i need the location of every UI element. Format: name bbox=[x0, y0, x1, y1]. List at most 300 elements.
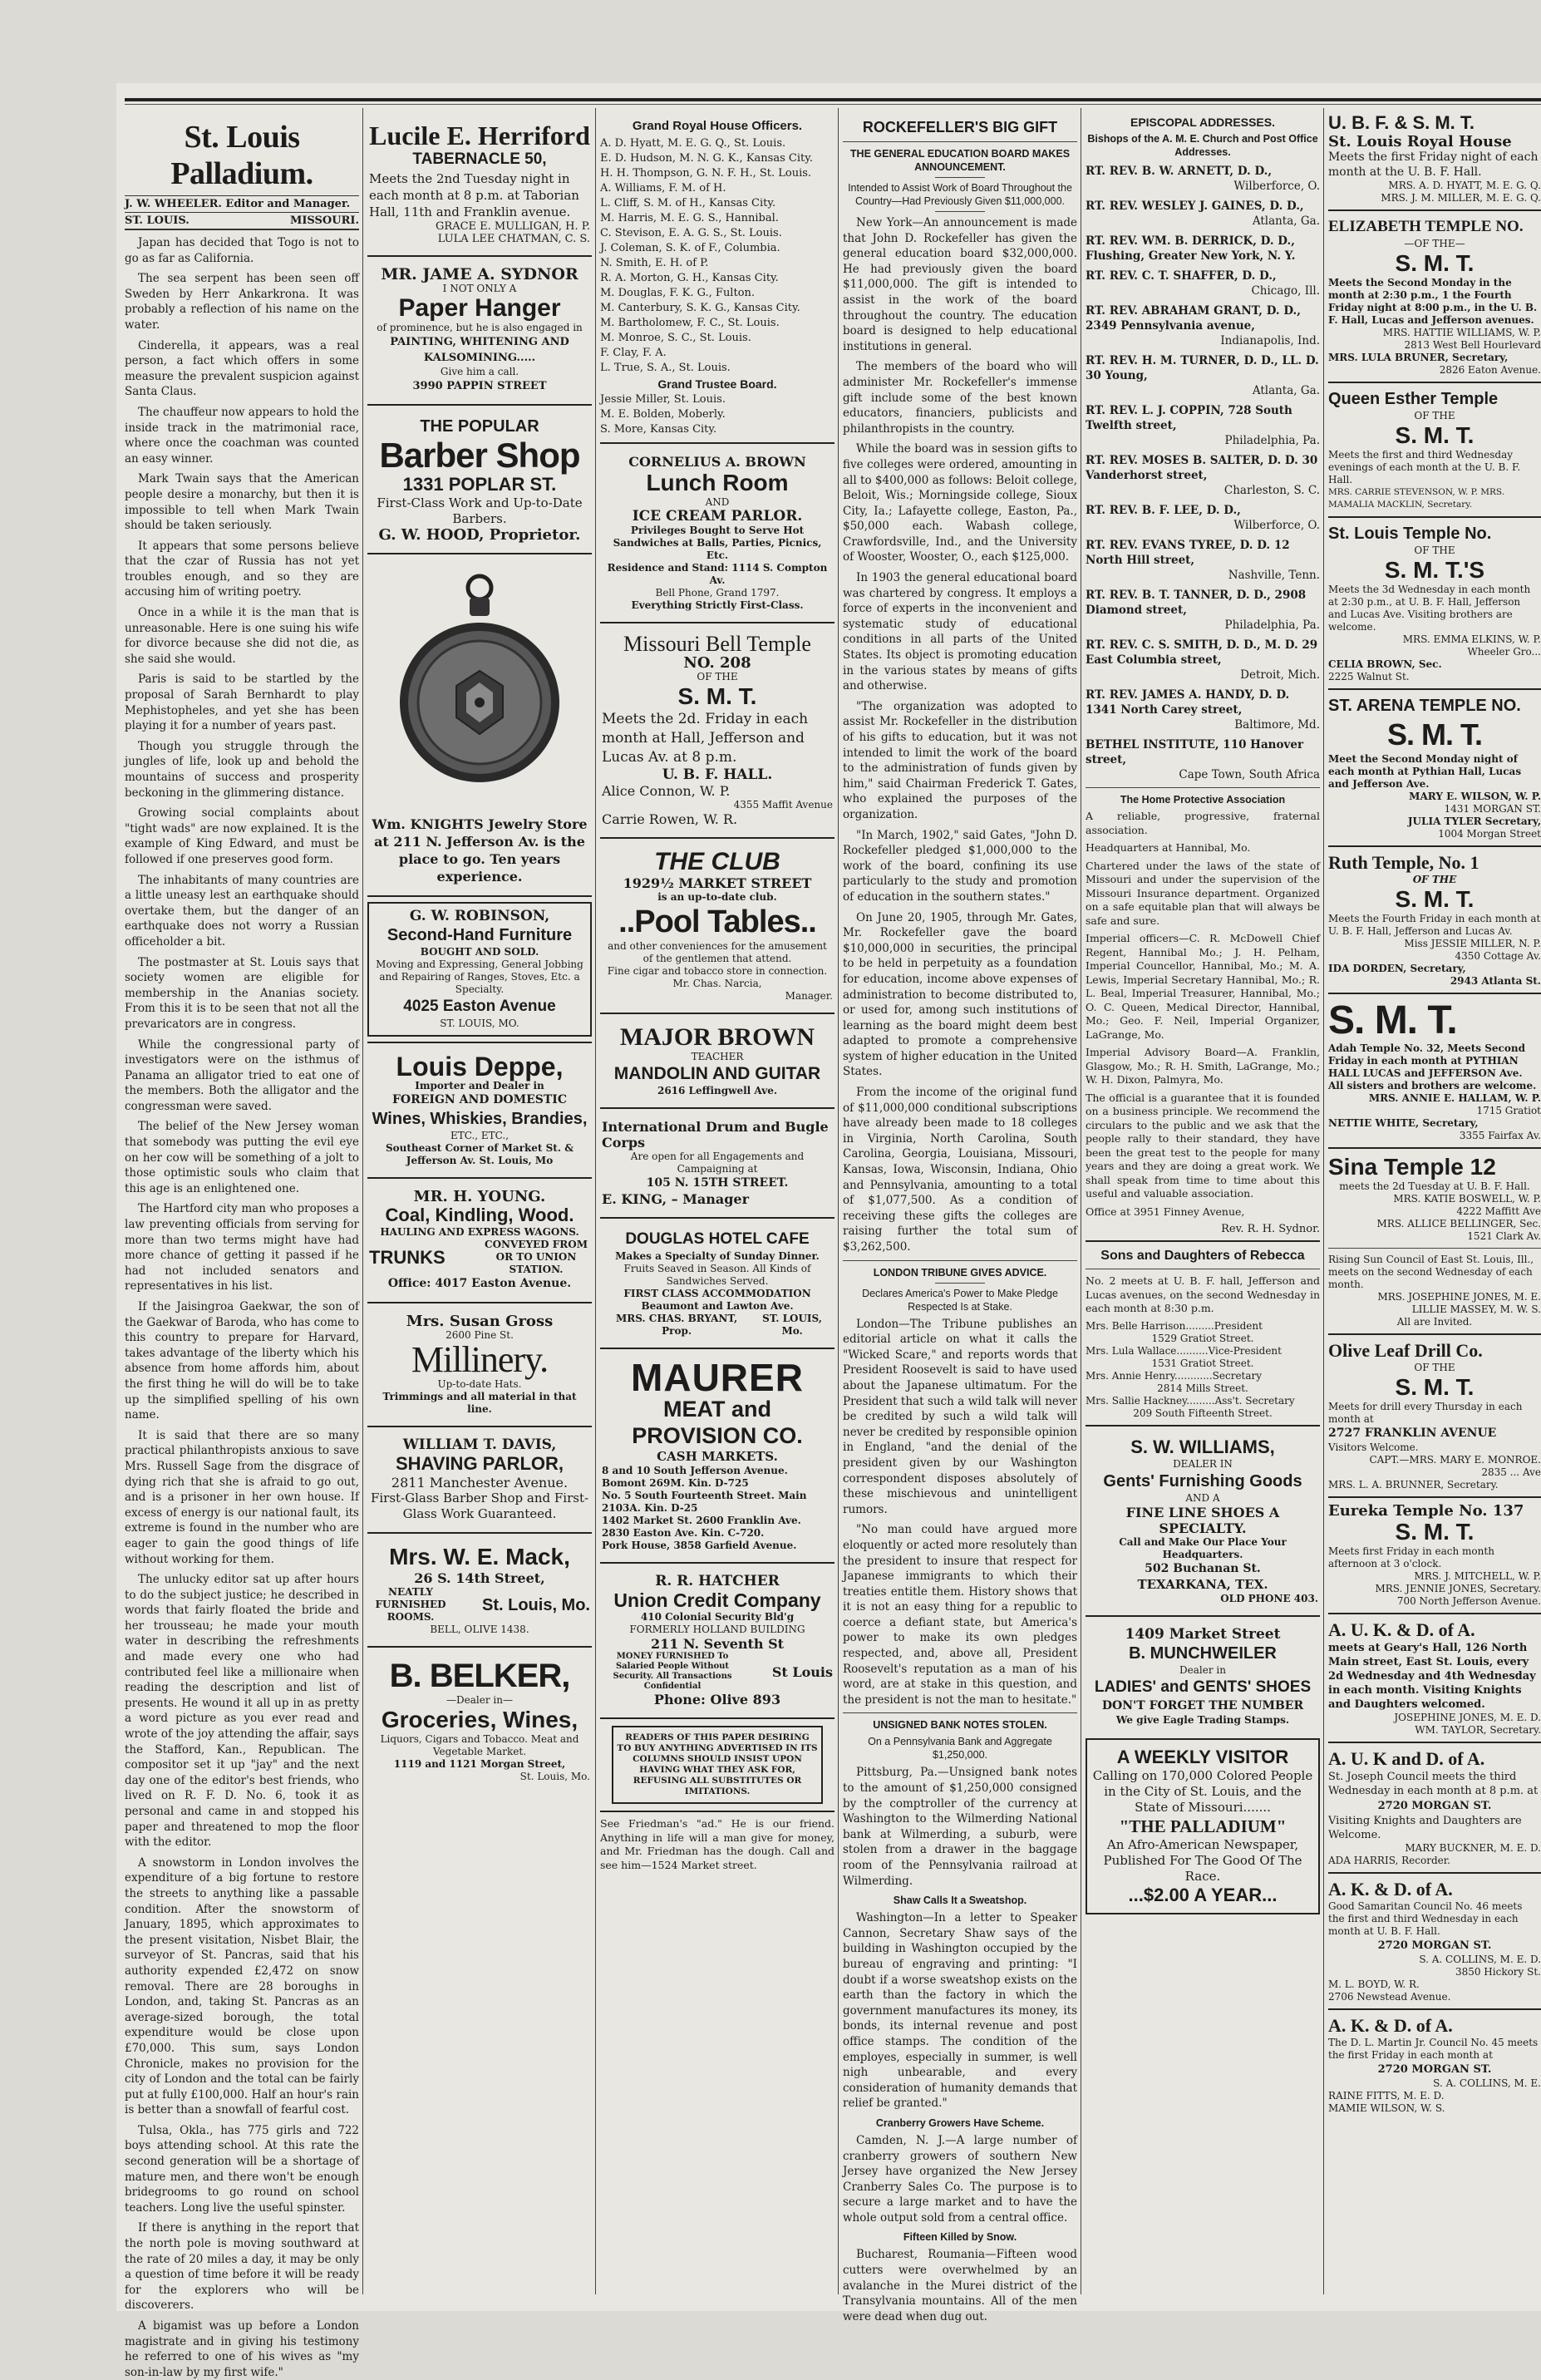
divider bbox=[600, 1107, 835, 1109]
column-rule bbox=[595, 108, 596, 2294]
ad-douglas-prop: MRS. CHAS. BRYANT, Prop. bbox=[615, 1313, 738, 1337]
masthead-title: St. Louis Palladium. bbox=[170, 120, 313, 191]
akd3-officer: M. L. BOYD, W. R. bbox=[1328, 1978, 1420, 1990]
ad-brown-trade2: ICE CREAM PARLOR. bbox=[632, 508, 803, 525]
ad-club-name: THE CLUB bbox=[654, 848, 780, 875]
ad-major-brown bbox=[600, 1019, 835, 1102]
ad-major-trade: MANDOLIN AND GUITAR bbox=[613, 1064, 821, 1083]
editorial-paragraph: Growing social complaints about "tight wads" are now explained. It is the example of King Edward, and must be followed if one preserves good form. bbox=[125, 806, 359, 866]
sina-heading: Sina Temple 12 bbox=[1328, 1154, 1496, 1180]
eureka-officer: MRS. J. MITCHELL, W. P. bbox=[1414, 1570, 1541, 1582]
divider bbox=[600, 1217, 835, 1219]
divider bbox=[367, 1646, 592, 1648]
officer-list-item: M. Harris, M. E. G. S., Hannibal. bbox=[600, 212, 779, 224]
snow-article: Bucharest, Roumania—Fifteen wood cutters were overwhelmed by an avalanche in the Murei district of the Transylvania mountains. All of the men were dead when dug out. bbox=[843, 2248, 1077, 2323]
tribune-headline: LONDON TRIBUNE GIVES ADVICE. bbox=[873, 1266, 1047, 1279]
adah-officer: NETTIE WHITE, Secretary, bbox=[1328, 1117, 1479, 1129]
ad-sydnor-text: of prominence, but he is also engaged in bbox=[377, 322, 583, 333]
snow-headline: Fifteen Killed by Snow. bbox=[903, 2231, 1017, 2244]
arena-officer: MARY E. WILSON, W. P. bbox=[1409, 791, 1541, 802]
ad-davis-text: First-Glass Barber Shop and First-Glass Work Guaranteed. bbox=[370, 1491, 589, 1521]
ad-gross-name: Mrs. Susan Gross bbox=[406, 1313, 554, 1330]
maurer-address-line: 8 and 10 South Jefferson Avenue. Bomont 269M. Kin. D-725 bbox=[602, 1465, 788, 1489]
adah-text: Adah Temple No. 32, Meets Second Friday in each month at PYTHIAN HALL LUCAS and JEFFERSON Ave. All sisters and brothers are welcome. bbox=[1328, 1042, 1537, 1091]
divider bbox=[600, 1717, 835, 1719]
rockefeller-subhead: THE GENERAL EDUCATION BOARD MAKES ANNOUNCEMENT. bbox=[849, 148, 1071, 173]
hpa-paragraph: Imperial Advisory Board—A. Franklin, Glasgow, Mo.; R. H. Smith, LaGrange, Mo.; W. H. Dixon, Palmyra, Mo. bbox=[1086, 1046, 1320, 1086]
article-paragraph: While the board was in session gifts to five colleges were ordered, amounting in all to $400,000 as follows: Beloit college, Beloit, Wis.; Morningside college, Sioux City, Ia.; Lafayette college, Easton, Pa., $50,000 each. Wabash college, Crawfordsville, Ind., and the University of Wooster, Wooster, O., each $125,000. bbox=[843, 442, 1077, 564]
column-church bbox=[1086, 112, 1320, 2303]
article-paragraph: From the income of the original fund of $11,000,000 conditional subscriptions have already been made to 18 colleges in Virginia, North Carolina, South Carolina, Georgia, Louisiana, Missouri, Kansas, Iowa, Wisconsin, Indiana, Ohio and Pennsylvania, amounting to a total of $1,077,500. As a condition of receiving these gifts the colleges are raising further the total sum of $3,262,500. bbox=[843, 1086, 1077, 1254]
ad-barber-shop bbox=[367, 411, 592, 548]
editorial-paragraph: If the Jaisingroa Gaekwar, the son of the Gaekwar of Baroda, who has come to this country to prepare for Harvard, takes advantage of the liberty which his absence from home affords him, about the first thing he will do will be to take up the simplified spelling of his own name. bbox=[125, 1300, 359, 1422]
ad-maurer-addresses bbox=[602, 1465, 833, 1552]
rising-sun-officer: MRS. JOSEPHINE JONES, M. E. bbox=[1377, 1291, 1541, 1303]
hpa-paragraph: Headquarters at Hannibal, Mo. bbox=[1086, 841, 1251, 854]
ad-brown-text2: Everything Strictly First-Class. bbox=[631, 599, 804, 611]
ad-drum-manager: E. KING, – Manager bbox=[602, 1191, 750, 1207]
ad-barber-text: First-Class Work and Up-to-Date Barbers. bbox=[377, 495, 583, 526]
stl-temple-smt: S. M. T.'S bbox=[1384, 557, 1485, 583]
divider bbox=[367, 1177, 592, 1179]
esther-text: Meets the first and third Wednesday evenings of each month at the U. B. F. Hall. bbox=[1328, 449, 1521, 485]
ad-gross-trade: Millinery. bbox=[411, 1339, 549, 1380]
divider bbox=[1086, 1425, 1320, 1427]
ad-williams-phone: OLD PHONE 403. bbox=[1220, 1592, 1318, 1604]
ad-mack-row bbox=[369, 1586, 590, 1624]
ad-belker-trade: Groceries, Wines, bbox=[381, 1707, 578, 1732]
officer-list-item: H. H. Thompson, G. N. F. H., St. Louis. bbox=[600, 167, 812, 180]
readers-notice-text: READERS OF THIS PAPER DESIRING TO BUY ANYTHING ADVERTISED IN ITS COLUMNS SHOULD INSIST UPON HAVING WHAT THEY ASK FOR, REFUSING ALL SUBSTITUTES OR IMITATIONS. bbox=[617, 1732, 818, 1796]
divider bbox=[600, 622, 835, 623]
elizabeth-officer-address: 2826 Eaton Avenue. bbox=[1439, 364, 1541, 376]
editorial-paragraph: The belief of the New Jersey woman that somebody was putting the evil eye on her cow will be something of a jolt to those optimistic souls who claim that this age is an enlightened one. bbox=[125, 1120, 359, 1195]
bishop-name: RT. REV. WESLEY J. GAINES, D. D., bbox=[1086, 200, 1304, 213]
column-lodges bbox=[1328, 112, 1541, 2303]
officer-list-item: N. Smith, E. H. of P. bbox=[600, 257, 709, 269]
article-paragraph: In 1903 the general educational board was chartered by congress. It employs a force of experts in the inconvenient and systematic study of educational conditions in all parts of the United States. Its object is promoting education in the various states by means of gifts and otherwise. bbox=[843, 571, 1077, 693]
ruth-of: OF THE bbox=[1412, 874, 1457, 885]
ad-hatcher-sub: FORMERLY HOLLAND BUILDING bbox=[629, 1624, 805, 1635]
rebecca-heading: Sons and Daughters of Rebecca bbox=[1100, 1249, 1305, 1263]
trustee-list-item: Jessie Miller, St. Louis. bbox=[600, 393, 726, 406]
ad-drum-heading: International Drum and Bugle Corps bbox=[602, 1119, 829, 1151]
divider bbox=[1086, 787, 1320, 788]
bishop-name: RT. REV. C. S. SMITH, D. D., M. D. 29 East Columbia street, bbox=[1086, 638, 1318, 667]
editorial-paragraph: Once in a while it is the man that is unreasonable. Here is one suing his wife for divorce because she did not die, as she said she would. bbox=[125, 606, 359, 666]
akd1-heading: A. U. K. & D. of A. bbox=[1328, 1619, 1475, 1640]
ad-robinson-sub: BOUGHT AND SOLD. bbox=[420, 946, 539, 958]
eureka-officer: MRS. JENNIE JONES, Secretary. bbox=[1375, 1583, 1541, 1594]
ad-club-text2: Fine cigar and tobacco store in connection. Mr. Chas. Narcia, bbox=[607, 965, 828, 989]
ad-davis-address: 2811 Manchester Avenue. bbox=[391, 1475, 569, 1491]
ad-sydnor-sub: I NOT ONLY A bbox=[442, 283, 517, 294]
hpa-signature: Rev. R. H. Sydnor. bbox=[1221, 1223, 1320, 1235]
ad-sydnor-text2: PAINTING, WHITENING AND KALSOMINING..... bbox=[390, 336, 569, 364]
ad-deppe-address: Southeast Corner of Market St. & Jefferson Av. St. Louis, Mo bbox=[385, 1142, 574, 1166]
ad-bell-of: OF THE bbox=[697, 671, 738, 682]
ubf-officer: MRS. A. D. HYATT, M. E. G. Q. bbox=[1388, 180, 1541, 191]
olive-leaf-smt: S. M. T. bbox=[1395, 1374, 1475, 1400]
editorial-paragraph: A bigamist was up before a London magistrate and in giving his testimony he referred to one of his wives as "my son-in-law by my first wife." bbox=[125, 2319, 359, 2379]
bishop-name: RT. REV. L. J. COPPIN, 728 South Twelfth street, bbox=[1086, 404, 1292, 432]
ubf-officer: MRS. J. M. MILLER, M. E. G. Q. bbox=[1381, 192, 1541, 204]
akd1-officer: WM. TAYLOR, Secretary. bbox=[1415, 1724, 1541, 1736]
ad-belker-city: St. Louis, Mo. bbox=[519, 1771, 590, 1782]
ad-barber-proprietor: G. W. HOOD, Proprietor. bbox=[378, 526, 581, 544]
elizabeth-officer-address: 2813 West Bell Hourlevard bbox=[1404, 339, 1541, 351]
ad-robinson-city: ST. LOUIS, MO. bbox=[440, 1018, 519, 1029]
divider bbox=[600, 1348, 835, 1349]
ad-mack-text: NEATLY FURNISHED ROOMS. bbox=[375, 1586, 446, 1623]
bishop-name: RT. REV. B. T. TANNER, D. D., 2908 Diamond street, bbox=[1086, 589, 1307, 617]
ad-mack-phone: BELL, OLIVE 1438. bbox=[430, 1624, 529, 1635]
episcopal-heading: EPISCOPAL ADDRESSES. bbox=[1130, 116, 1275, 129]
officer-list-item: L. True, S. A., St. Louis. bbox=[600, 362, 731, 374]
akd2-address: 2720 MORGAN ST. bbox=[1377, 1800, 1492, 1812]
bethel-address: Cape Town, South Africa bbox=[1179, 768, 1320, 781]
ad-herriford bbox=[367, 117, 592, 250]
royal-house-heading: Grand Royal House Officers. bbox=[632, 119, 803, 133]
akd2-officer: ADA HARRIS, Recorder. bbox=[1328, 1855, 1450, 1866]
readers-notice bbox=[612, 1726, 823, 1804]
ad-bell-smt: S. M. T. bbox=[677, 683, 757, 709]
arena-heading: ST. ARENA TEMPLE NO. bbox=[1328, 697, 1521, 715]
ad-davis-trade: SHAVING PARLOR, bbox=[395, 1453, 564, 1474]
tribune-deck: Declares America's Power to Make Pledge Respected Is at Stake. bbox=[862, 1287, 1058, 1313]
ad-robinson-name: G. W. ROBINSON, bbox=[409, 908, 550, 924]
adah-officer-address: 3355 Fairfax Av. bbox=[1459, 1130, 1541, 1141]
sina-officer: MRS. KATIE BOSWELL, W. P. bbox=[1393, 1193, 1541, 1205]
officer-list-item: M. Douglas, F. K. G., Fulton. bbox=[600, 287, 756, 299]
ad-deppe-line3: ETC., ETC., bbox=[450, 1130, 510, 1141]
ad-maurer-trade: MEAT and PROVISION CO. bbox=[632, 1397, 803, 1448]
bishop-name: RT. REV. H. M. TURNER, D. D., LL. D. 30 Young, bbox=[1086, 354, 1319, 382]
ad-drum-address: 105 N. 15TH STREET. bbox=[646, 1176, 789, 1190]
ad-deppe-line1: FOREIGN AND DOMESTIC bbox=[391, 1093, 567, 1106]
eureka-text: Meets first Friday in each month afternoon at 3 o'clock. bbox=[1328, 1545, 1494, 1569]
ad-munch-address: 1409 Market Street bbox=[1125, 1625, 1281, 1643]
divider bbox=[1328, 1248, 1541, 1249]
ad-belker-text: Liquors, Cigars and Tobacco. Meat and Vegetable Market. bbox=[380, 1733, 579, 1757]
bishop-address: Atlanta, Ga. bbox=[1252, 214, 1320, 228]
officer-list-item: A. Williams, F. M. of H. bbox=[600, 182, 726, 195]
trustee-heading: Grand Trustee Board. bbox=[657, 377, 777, 391]
ad-hatcher-phone: Phone: Olive 893 bbox=[653, 1692, 781, 1707]
divider bbox=[1328, 209, 1541, 211]
bishop-address: Atlanta, Ga. bbox=[1252, 384, 1320, 397]
sina-officer-address: 4222 Maffitt Ave bbox=[1456, 1205, 1541, 1217]
rebecca-officer-line: 1531 Gratiot Street. bbox=[1151, 1357, 1254, 1369]
column-ads-left bbox=[367, 112, 592, 2303]
officer-list-item: M. Monroe, S. C., St. Louis. bbox=[600, 332, 751, 344]
stl-temple-officer-address: 2225 Walnut St. bbox=[1328, 671, 1410, 682]
ruth-officer-address: 4350 Cottage Av. bbox=[1455, 950, 1541, 962]
ad-douglas-city: ST. LOUIS, Mo. bbox=[762, 1313, 822, 1337]
hpa-article bbox=[1086, 810, 1320, 1219]
akd1-officer: JOSEPHINE JONES, M. E. D. bbox=[1394, 1712, 1541, 1723]
ad-hatcher-trade: Union Credit Company bbox=[613, 1589, 821, 1611]
ad-munch-name: B. MUNCHWEILER bbox=[1129, 1643, 1277, 1663]
column-ads-middle bbox=[600, 112, 835, 2303]
ad-douglas-text: Fruits Seaved in Season. All Kinds of Sandwiches Served. bbox=[623, 1263, 811, 1287]
editorial-paragraph: The inhabitants of many countries are a little uneasy lest an earthquake should overtake them, but the danger of an earthquake does not worry a Russian officeholder a bit. bbox=[125, 873, 359, 949]
divider bbox=[367, 255, 592, 257]
article-paragraph: The members of the board who will administer Mr. Rockefeller's immense gift include some of the best known educators, financiers, publicists and philanthropists in the country. bbox=[843, 360, 1077, 436]
ad-herriford-officer: LULA LEE CHATMAN, C. S. bbox=[437, 233, 590, 245]
akd2-officer: MARY BUCKNER, M. E. D. bbox=[1405, 1842, 1541, 1854]
bishop-name: RT. REV. ABRAHAM GRANT, D. D., 2349 Pennsylvania avenue, bbox=[1086, 304, 1301, 333]
article-paragraph: "In March, 1902," said Gates, "John D. Rockefeller pledged $1,000,000 to the work of the board, confining its use particularly to the study and promotion of education in the southern states." bbox=[843, 828, 1077, 904]
ad-maurer-sub: CASH MARKETS. bbox=[657, 1449, 778, 1464]
esther-officers: MRS. CARRIE STEVENSON, W. P. MRS. MAMALIA MACKLIN, Secretary. bbox=[1328, 487, 1505, 510]
bishop-entry bbox=[1086, 538, 1320, 583]
ad-robinson-trade: Second-Hand Furniture bbox=[386, 926, 573, 944]
ad-gross-text: Up-to-date Hats. bbox=[437, 1378, 522, 1390]
rockefeller-headline: ROCKEFELLER'S BIG GIFT bbox=[862, 119, 1058, 136]
divider bbox=[1328, 1872, 1541, 1874]
ad-douglas-address: Beaumont and Lawton Ave. bbox=[641, 1300, 794, 1312]
rebecca-officer-line: Mrs. Annie Henry............Secretary bbox=[1086, 1369, 1263, 1382]
bishop-name: RT. REV. C. T. SHAFFER, D. D., bbox=[1086, 269, 1277, 283]
adah-smt: S. M. T. bbox=[1328, 998, 1457, 1042]
ad-the-club bbox=[600, 844, 835, 1008]
divider bbox=[600, 1013, 835, 1014]
arena-officer: JULIA TYLER Secretary, bbox=[1407, 816, 1541, 827]
ad-mack-name: Mrs. W. E. Mack, bbox=[389, 1544, 570, 1569]
editorial-paragraph: It appears that some persons believe that the czar of Russia has not yet troubles enough, and so they are accusing him of writing poetry. bbox=[125, 539, 359, 599]
rebecca-officer-line: 1529 Gratiot Street. bbox=[1151, 1332, 1254, 1344]
officer-list-item: A. D. Hyatt, M. E. G. Q., St. Louis. bbox=[600, 137, 786, 150]
bishop-name: RT. REV. EVANS TYREE, D. D. 12 North Hill street, bbox=[1086, 539, 1290, 567]
ad-herriford-name: Lucile E. Herriford bbox=[369, 121, 590, 150]
eureka-officer-address: 700 North Jefferson Avenue. bbox=[1396, 1595, 1541, 1607]
bishop-list bbox=[1086, 164, 1320, 732]
hpa-paragraph: Chartered under the laws of the state of Missouri and under the supervision of the Missouri Insurance department. Organized on a safe equitable plan that will always be safe and sure. bbox=[1086, 859, 1320, 927]
maurer-address-line: 2830 Easton Ave. Kin. C-720. bbox=[602, 1527, 765, 1539]
olive-leaf-heading: Olive Leaf Drill Co. bbox=[1328, 1340, 1483, 1361]
stl-temple-officer: MRS. EMMA ELKINS, W. P. bbox=[1402, 633, 1541, 645]
ad-robinson bbox=[367, 902, 592, 1037]
ad-williams-address: 502 Buchanan St. bbox=[1145, 1561, 1261, 1575]
ad-knights-jewelry bbox=[367, 559, 592, 890]
ad-bell-officer-address: 4355 Maffit Avenue bbox=[733, 799, 833, 811]
bishop-address: Philadelphia, Pa. bbox=[1224, 618, 1320, 632]
editorial-paragraphs bbox=[125, 235, 359, 2380]
ad-brown-phone: Bell Phone, Grand 1797. bbox=[655, 587, 780, 599]
ad-young-trunks-row bbox=[369, 1239, 590, 1276]
ad-barber-name: Barber Shop bbox=[379, 436, 580, 475]
top-rule bbox=[125, 98, 1541, 101]
editorial-paragraph: While the congressional party of investigators were on the isthmus of Panama an alligator tried to eat one of the members. Both the alligator and the congressman were saved. bbox=[125, 1037, 359, 1113]
olive-leaf-of: OF THE bbox=[1414, 1362, 1455, 1373]
rising-sun-text: Rising Sun Council of East St. Louis, Ill., meets on the second Wednesday of each month. bbox=[1328, 1254, 1534, 1290]
divider bbox=[1328, 1742, 1541, 1743]
article-paragraph: London—The Tribune publishes an editorial article on what it calls the "Wicked Scare," and reports words that President Roosevelt is said to have used about the Japanese ultimatum. For the President that such a wild talk will never be credited by such a wild talk will never be credited by responsible opinion in England, "and the denial of the president given by our Washington correspondent disposes absolutely of these mischievous and unintelligent rumors. bbox=[843, 1317, 1077, 1516]
sina-text: meets the 2d Tuesday at U. B. F. Hall. bbox=[1339, 1180, 1530, 1192]
trustee-list-item: M. E. Bolden, Moberly. bbox=[600, 408, 726, 421]
ad-hatcher-name: R. R. HATCHER bbox=[655, 1573, 780, 1589]
ad-maurer-name: MAURER bbox=[631, 1356, 804, 1399]
ad-williams bbox=[1086, 1431, 1320, 1610]
notes-headline: UNSIGNED BANK NOTES STOLEN. bbox=[873, 1719, 1047, 1732]
ad-hatcher-text: MONEY FURNISHED To Salaried People Without Security. All Transactions Confidential bbox=[613, 1652, 732, 1691]
bishop-entry bbox=[1086, 638, 1320, 682]
article-paragraph: "No man could have argued more eloquently or acted more resolutely than the president to insure that respect for Japanese immigrants to which their treaties entitle them. History shows that it is not an easy thing for a republic to coerce a defiant state, but America's power to make its own pledges respected, and, above all, President Roosevelt's reputation as a man of his word, are at stake in this question, and the president is not the man to hesitate." bbox=[843, 1523, 1077, 1707]
ad-cornelius-brown bbox=[600, 449, 835, 617]
ad-bell-officer: Alice Connon, W. P. bbox=[602, 783, 731, 799]
elizabeth-officer: MRS. LULA BRUNER, Secretary, bbox=[1328, 352, 1509, 363]
ad-missouri-bell-temple bbox=[600, 628, 835, 832]
akd3-officer: S. A. COLLINS, M. E. D. bbox=[1419, 1954, 1541, 1965]
akd2-text: St. Joseph Council meets the third Wednesday in each month at 8 p.m. at bbox=[1328, 1771, 1539, 1797]
editorial-paragraph: The Hartford city man who proposes a law preventing officials from serving for more than two terms might have had more chance of getting it passed if he had not included senators and representatives in his list. bbox=[125, 1202, 359, 1293]
ad-young-sub: HAULING AND EXPRESS WAGONS. bbox=[380, 1226, 579, 1238]
akd2-heading: A. U. K and D. of A. bbox=[1328, 1748, 1485, 1769]
editorial-paragraph: A snowstorm in London involves the expenditure of a big fortune to restore the streets to anything like a passable condition. After the snowstorm of January, 1895, which approximates to the present visitation, Nisbet Blair, the surveyor of St. Pancras, said that his authority expended £2,472 on snow removal. There are 28 boroughs in London, and, taking St. Pancras as an average-sized borough, the total expenditure would be close upon £70,000. This sum, says London Chronicle, makes no provision for the city of London and the total can be fairly put at fully £100,000. Half an hour's rain is better than a snowfall of fearful cost. bbox=[125, 1855, 359, 2117]
ad-belker-address: 1119 and 1121 Morgan Street, bbox=[393, 1758, 566, 1770]
divider bbox=[1328, 1613, 1541, 1614]
divider bbox=[1328, 845, 1541, 847]
trustee-list-item: S. More, Kansas City. bbox=[600, 423, 717, 436]
ad-douglas-sub: Makes a Specialty of Sunday Dinner. bbox=[615, 1250, 820, 1262]
bishop-address: Wilberforce, O. bbox=[1233, 519, 1320, 532]
divider bbox=[843, 1260, 1077, 1261]
ad-herriford-officer: GRACE E. MULLIGAN, H. P. bbox=[436, 220, 590, 233]
stl-temple-of: OF THE bbox=[1414, 544, 1455, 556]
stl-temple-officer-address: Wheeler Gro... bbox=[1467, 646, 1541, 658]
ad-major-address: 2616 Leffingwell Ave. bbox=[657, 1085, 778, 1096]
ad-club-sub: is an up-to-date club. bbox=[657, 891, 777, 903]
eureka-smt: S. M. T. bbox=[1395, 1519, 1475, 1545]
shaw-headline: Shaw Calls It a Sweatshop. bbox=[893, 1895, 1027, 1907]
esther-of: OF THE bbox=[1414, 410, 1455, 421]
akd4-address: 2720 MORGAN ST. bbox=[1377, 2063, 1492, 2076]
article-paragraph: On June 20, 1905, through Mr. Gates, Mr. Rockefeller gave the board $10,000,000 in securities, the principal to be held in perpetuity as a foundation for education, income above expenses of administration to become distributed to, or used for, among such institutions of learning as the board might deem best adapted to promote a comprehensive system of higher education in the United States. bbox=[843, 910, 1077, 1079]
eureka-heading: Eureka Temple No. 137 bbox=[1328, 1502, 1524, 1520]
column-rule bbox=[838, 108, 839, 2294]
bishop-address: Detroit, Mich. bbox=[1240, 668, 1320, 682]
ad-union-credit bbox=[600, 1569, 835, 1712]
bishop-address: Philadelphia, Pa. bbox=[1224, 434, 1320, 447]
ad-drum-corps bbox=[600, 1114, 835, 1212]
ad-club-text: and other conveniences for the amusement of the gentlemen that attend. bbox=[608, 940, 827, 964]
bishop-entry bbox=[1086, 269, 1320, 298]
ad-sydnor bbox=[367, 262, 592, 399]
tribune-article bbox=[843, 1317, 1077, 1708]
friedman-note: See Friedman's "ad." He is our friend. Anything in life will a man give for money, and Mr. Friedman has the dough. Call and see him—1524 Market street. bbox=[600, 1817, 835, 1871]
rebecca-officer-line: Mrs. Lula Wallace..........Vice-President bbox=[1086, 1344, 1282, 1357]
divider bbox=[1328, 2008, 1541, 2010]
adah-officer-address: 1715 Gratiot bbox=[1476, 1105, 1541, 1116]
stl-temple-text: Meets the 3d Wednesday in each month at 2:30 p.m., at U. B. F. Hall, Jefferson and Lucas Ave. Visiting brothers are welcome. bbox=[1328, 584, 1531, 633]
elizabeth-of: —OF THE— bbox=[1404, 238, 1465, 249]
editorial-paragraph: Japan has decided that Togo is not to go as far as California. bbox=[125, 236, 359, 265]
editorial-paragraph: If there is anything in the report that the north pole is moving southward at the rate of 20 miles a day, it may be only a question of time before it will be ready for the explorers who will be discoverers. bbox=[125, 2221, 359, 2313]
ad-davis-name: WILLIAM T. DAVIS, bbox=[402, 1436, 557, 1453]
editorial-paragraph: Cinderella, it appears, was a real person, a fact which offers in some measure the prevalent suspicion against Santa Claus. bbox=[125, 338, 359, 399]
ad-belker-name: B. BELKER, bbox=[389, 1658, 570, 1694]
divider bbox=[1328, 1147, 1541, 1149]
ad-mack bbox=[367, 1539, 592, 1641]
elizabeth-officer: MRS. HATTIE WILLIAMS, W. P. bbox=[1382, 327, 1541, 338]
rising-sun-officer: LILLIE MASSEY, M. W. S. bbox=[1411, 1303, 1541, 1315]
ad-visitor-heading: A WEEKLY VISITOR bbox=[1116, 1746, 1289, 1767]
rebecca-officers bbox=[1086, 1320, 1320, 1420]
editorial-paragraph: Paris is said to be startled by the proposal of Sarah Bernhardt to play Mephistopheles, and yet she has been playing it for a number of years past. bbox=[125, 673, 359, 733]
ad-brown-name: CORNELIUS A. BROWN bbox=[628, 454, 806, 470]
divider bbox=[367, 1302, 592, 1303]
akd3-officer-address: 3850 Hickory St. bbox=[1455, 1966, 1541, 1978]
divider bbox=[1328, 993, 1541, 994]
ruth-officer: Miss JESSIE MILLER, N. P. bbox=[1404, 938, 1541, 949]
divider bbox=[935, 1283, 985, 1284]
ad-young-office: Office: 4017 Easton Avenue. bbox=[387, 1277, 572, 1290]
ruth-heading: Ruth Temple, No. 1 bbox=[1328, 852, 1479, 873]
ad-barber-address: 1331 POPLAR ST. bbox=[402, 474, 557, 495]
officer-list-item: M. Bartholomew, F. C., St. Louis. bbox=[600, 317, 780, 329]
ruth-smt: S. M. T. bbox=[1395, 886, 1475, 912]
divider bbox=[600, 1562, 835, 1564]
olive-leaf-text: Meets for drill every Thursday in each month at bbox=[1328, 1401, 1523, 1425]
editorial-paragraph: Mark Twain says that the American people desire a monarchy, but then it is impossible to tell when Mark Twain should be taken seriously. bbox=[125, 472, 359, 533]
ad-bell-name: Missouri Bell Temple bbox=[623, 632, 811, 656]
bishop-entry bbox=[1086, 199, 1320, 229]
sina-officer-address: 1521 Clark Av. bbox=[1467, 1230, 1541, 1242]
ad-williams-city: TEXARKANA, TEX. bbox=[1137, 1576, 1268, 1592]
bishop-entry bbox=[1086, 164, 1320, 194]
divider bbox=[1328, 1333, 1541, 1335]
ad-bell-no: NO. 208 bbox=[683, 654, 751, 672]
ad-bell-officer: Carrie Rowen, W. R. bbox=[602, 811, 738, 827]
ad-major-sub: TEACHER bbox=[691, 1051, 744, 1062]
bishop-name: RT. REV. WM. B. DERRICK, D. D., Flushing, Greater New York, N. Y. bbox=[1086, 234, 1296, 263]
bethel-name: BETHEL INSTITUTE, 110 Hanover street, bbox=[1086, 738, 1304, 766]
ubf-text: Meets the first Friday night of each month at the U. B. F. Hall. bbox=[1328, 150, 1539, 179]
divider bbox=[367, 895, 592, 897]
rebecca-officer-line: Mrs. Sallie Hackney.........Ass't. Secretary bbox=[1086, 1394, 1295, 1407]
esther-smt: S. M. T. bbox=[1395, 422, 1475, 448]
akd3-text: Good Samaritan Council No. 46 meets the first and third Wednesday in each month at U. B. F. Hall. bbox=[1328, 1900, 1523, 1937]
ubf-sub: St. Louis Royal House bbox=[1328, 133, 1512, 150]
ad-hatcher-row bbox=[602, 1652, 833, 1692]
bishop-entry bbox=[1086, 453, 1320, 498]
maurer-address-line: Pork House, 3858 Garfield Avenue. bbox=[602, 1540, 797, 1551]
ad-douglas-hotel bbox=[600, 1224, 835, 1343]
ad-weekly-visitor bbox=[1086, 1738, 1320, 1914]
ad-herriford-sub: TABERNACLE 50, bbox=[412, 150, 547, 168]
rebecca-officer-line: 209 South Fifteenth Street. bbox=[1133, 1407, 1273, 1419]
bishop-entry bbox=[1086, 353, 1320, 398]
bishop-name: RT. REV. B. F. LEE, D. D., bbox=[1086, 504, 1241, 517]
ad-belker bbox=[367, 1653, 592, 1788]
ad-deppe-name: Louis Deppe, bbox=[396, 1052, 564, 1082]
ad-maurer bbox=[600, 1354, 835, 1557]
ad-barber-pre: THE POPULAR bbox=[420, 417, 539, 436]
divider bbox=[1328, 516, 1541, 518]
bishop-entry bbox=[1086, 503, 1320, 533]
olive-leaf-officer: MRS. L. A. BRUNNER, Secretary. bbox=[1328, 1479, 1499, 1491]
maurer-address-line: 1402 Market St. 2600 Franklin Ave. bbox=[602, 1515, 801, 1526]
ad-young bbox=[367, 1184, 592, 1297]
editorial-paragraph: The sea serpent has been seen off Sweden by Herr Ankarkrona. It was probably a reflection of his name on the water. bbox=[125, 272, 359, 332]
ad-hatcher-city: St Louis bbox=[771, 1663, 833, 1680]
akd4-officer: MAMIE WILSON, W. S. bbox=[1328, 2102, 1445, 2114]
ruth-text: Meets the Fourth Friday in each month at U. B. F. Hall, Jefferson and Lucas Av. bbox=[1328, 913, 1541, 937]
ad-robinson-text: Moving and Expressing, General Jobbing and Repairing of Ranges, Stoves, Etc. a Specialty. bbox=[376, 958, 583, 995]
ad-herriford-text: Meets the 2nd Tuesday night in each month at 8 p.m. at Taborian Hall, 11th and Franklin avenue. bbox=[369, 171, 579, 219]
elizabeth-text: Meets the Second Monday in the month at 2:30 p.m., 1 the Fourth Friday night at 8:00 p.m., in the U. B. F. Hall, Lucas and Jefferson avenues. bbox=[1328, 277, 1538, 326]
